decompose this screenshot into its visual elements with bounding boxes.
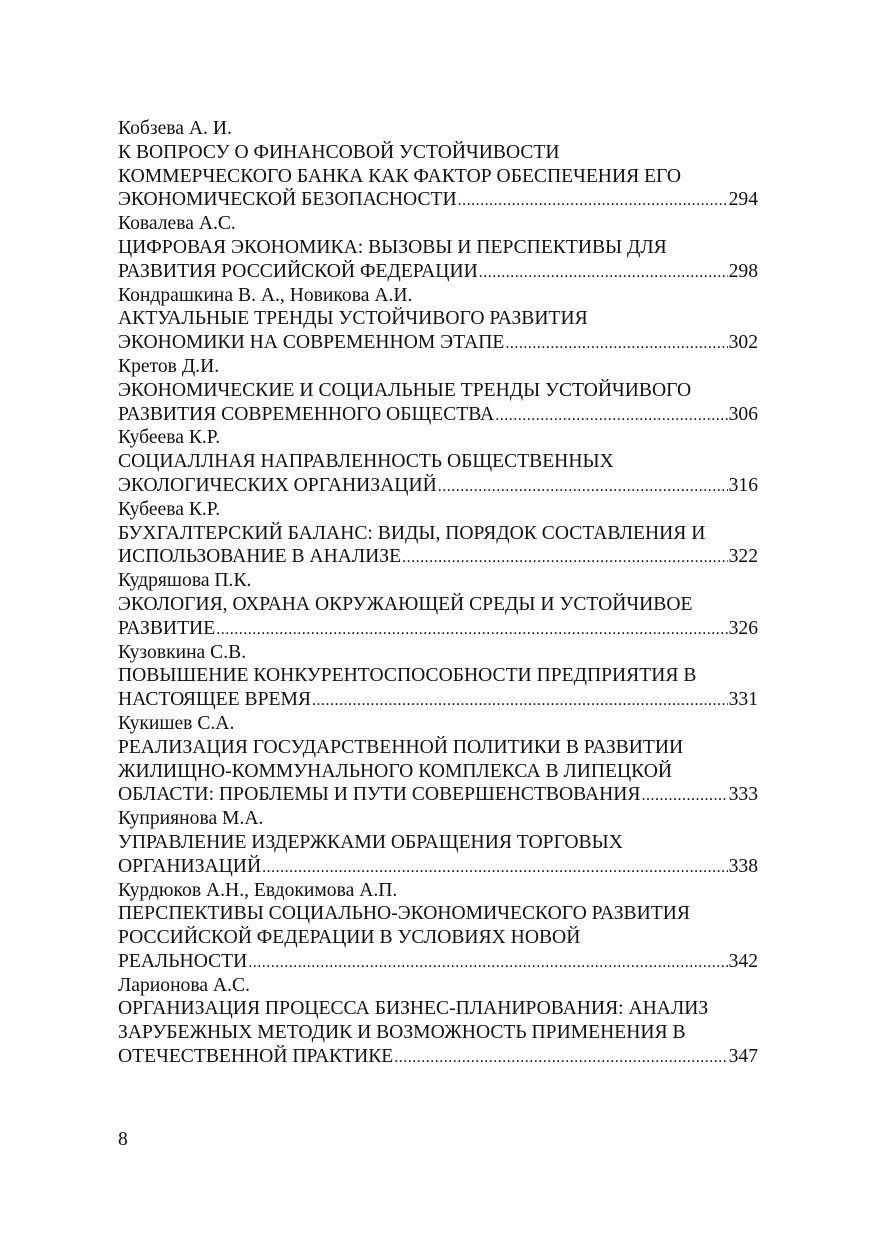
toc-entry-title-line: ЭКОЛОГИЯ, ОХРАНА ОКРУЖАЮЩЕЙ СРЕДЫ И УСТОЙЧИВОЕ <box>118 593 693 615</box>
toc-entry-authors: Кубеева К.Р. <box>118 498 221 520</box>
toc-entry-page: 333 <box>728 784 758 806</box>
toc-entry-title-line: ОРГАНИЗАЦИЙ <box>118 855 262 877</box>
toc-entry-title-line: ПЕРСПЕКТИВЫ СОЦИАЛЬНО-ЭКОНОМИЧЕСКОГО РАЗВИТИЯ <box>118 903 690 925</box>
toc-entry-leader-line <box>118 617 758 641</box>
table-of-contents <box>118 117 758 1069</box>
toc-entry-authors: Кудряшова П.К. <box>118 570 252 592</box>
toc-entry-page: 322 <box>728 546 758 568</box>
toc-entry-authors: Кобзева А. И. <box>118 118 232 139</box>
toc-entry-leader-line <box>118 545 758 569</box>
page-number: 8 <box>118 1129 128 1150</box>
toc-entry-leader-line <box>118 474 758 498</box>
toc-entry-authors: Ларионова А.С. <box>118 974 250 996</box>
toc-entry-authors: Кубеева К.Р. <box>118 427 221 449</box>
toc-entry-page: 338 <box>728 855 758 877</box>
dot-leader <box>248 951 727 975</box>
toc-entry-title-line: ЭКОЛОГИЧЕСКИХ ОРГАНИЗАЦИЙ <box>118 474 437 496</box>
toc-entry-authors: Кондрашкина В. А., Новикова А.И. <box>118 284 413 306</box>
toc-entry <box>118 807 758 878</box>
dot-leader <box>216 618 727 642</box>
toc-entry-title-line: ЗАРУБЕЖНЫХ МЕТОДИК И ВОЗМОЖНОСТЬ ПРИМЕНЕНИЯ В <box>118 1022 686 1044</box>
toc-entry-authors: Куприянова М.А. <box>118 808 264 830</box>
toc-entry <box>118 212 758 283</box>
toc-entry-title-line: РАЗВИТИЕ <box>118 617 216 639</box>
toc-entry <box>118 498 758 569</box>
toc-entry-leader-line <box>118 260 758 284</box>
toc-entry <box>118 879 758 974</box>
toc-entry-title-line: К ВОПРОСУ О ФИНАНСОВОЙ УСТОЙЧИВОСТИ <box>118 141 560 163</box>
toc-entry-title-line: ОТЕЧЕСТВЕННОЙ ПРАКТИКЕ <box>118 1046 394 1068</box>
toc-entry-title-line: КОММЕРЧЕСКОГО БАНКА КАК ФАКТОР ОБЕСПЕЧЕНИЯ ЕГО <box>118 165 682 187</box>
toc-entry-title-line: ИСПОЛЬЗОВАНИЕ В АНАЛИЗЕ <box>118 546 402 568</box>
dot-leader <box>394 1046 727 1070</box>
toc-entry-leader-line <box>118 950 758 974</box>
dot-leader <box>312 689 728 713</box>
dot-leader <box>495 404 727 428</box>
toc-entry-title-line: РОССИЙСКОЙ ФЕДЕРАЦИИ В УСЛОВИЯХ НОВОЙ <box>118 927 581 949</box>
toc-entry <box>118 426 758 497</box>
dot-leader <box>505 332 727 356</box>
toc-entry-page: 294 <box>728 189 758 211</box>
toc-entry <box>118 712 758 807</box>
dot-leader <box>642 784 728 808</box>
toc-entry-title-line: НАСТОЯЩЕЕ ВРЕМЯ <box>118 689 311 711</box>
toc-entry-title-line: БУХГАЛТЕРСКИЙ БАЛАНС: ВИДЫ, ПОРЯДОК СОСТАВЛЕНИЯ И <box>118 522 706 544</box>
toc-entry-page: 331 <box>728 689 758 711</box>
toc-entry-authors: Кузовкина С.В. <box>118 641 247 663</box>
toc-entry-authors: Курдюков А.Н., Евдокимова А.П. <box>118 879 398 901</box>
toc-entry-leader-line <box>118 855 758 879</box>
toc-entry-authors: Кукишев С.А. <box>118 712 235 734</box>
toc-entry-title-line: ЖИЛИЩНО-КОММУНАЛЬНОГО КОМПЛЕКСА В ЛИПЕЦКОЙ <box>118 760 673 782</box>
toc-entry-title-line: РАЗВИТИЯ РОССИЙСКОЙ ФЕДЕРАЦИИ <box>118 260 478 282</box>
toc-entry-page: 342 <box>728 950 758 972</box>
toc-entry-leader-line <box>118 403 758 427</box>
toc-entry <box>118 974 758 1069</box>
toc-entry-title-line: ОБЛАСТИ: ПРОБЛЕМЫ И ПУТИ СОВЕРШЕНСТВОВАНИЯ <box>118 784 641 806</box>
toc-entry-page: 347 <box>728 1046 758 1068</box>
toc-entry-title-line: РЕАЛЬНОСТИ <box>118 950 248 972</box>
toc-entry-leader-line <box>118 783 758 807</box>
toc-entry-page: 326 <box>728 617 758 639</box>
toc-entry-title-line: АКТУАЛЬНЫЕ ТРЕНДЫ УСТОЙЧИВОГО РАЗВИТИЯ <box>118 308 588 330</box>
toc-entry <box>118 569 758 640</box>
dot-leader <box>438 475 728 499</box>
toc-entry-title-line: УПРАВЛЕНИЕ ИЗДЕРЖКАМИ ОБРАЩЕНИЯ ТОРГОВЫХ <box>118 831 623 853</box>
toc-entry-page: 316 <box>728 474 758 496</box>
toc-entry-page: 298 <box>728 260 758 282</box>
toc-entry-title-line: ЭКОНОМИЧЕСКИЕ И СОЦИАЛЬНЫЕ ТРЕНДЫ УСТОЙЧИВОГО <box>118 379 692 401</box>
toc-entry-title-line: ЭКОНОМИКИ НА СОВРЕМЕННОМ ЭТАПЕ <box>118 332 505 354</box>
toc-entry-title-line: ПОВЫШЕНИЕ КОНКУРЕНТОСПОСОБНОСТИ ПРЕДПРИЯТИЯ В <box>118 665 697 687</box>
toc-entry-authors: Ковалева А.С. <box>118 213 236 235</box>
toc-entry-title-line: СОЦИАЛЛНАЯ НАПРАВЛЕННОСТЬ ОБЩЕСТВЕННЫХ <box>118 451 614 473</box>
toc-entry-title-line: ОРГАНИЗАЦИЯ ПРОЦЕССА БИЗНЕС-ПЛАНИРОВАНИЯ: АНАЛИЗ <box>118 998 709 1020</box>
toc-entry-page: 306 <box>728 403 758 425</box>
toc-entry-title-line: ЭКОНОМИЧЕСКОЙ БЕЗОПАСНОСТИ <box>118 189 457 211</box>
dot-leader <box>402 546 728 570</box>
toc-entry-title-line: РАЗВИТИЯ СОВРЕМЕННОГО ОБЩЕСТВА <box>118 403 495 425</box>
toc-entry <box>118 117 758 212</box>
dot-leader <box>458 189 728 213</box>
toc-entry-leader-line <box>118 331 758 355</box>
dot-leader <box>262 856 728 880</box>
toc-entry <box>118 284 758 355</box>
toc-entry-page: 302 <box>728 332 758 354</box>
toc-entry <box>118 355 758 426</box>
toc-entry-leader-line <box>118 1045 758 1069</box>
toc-entry-title-line: РЕАЛИЗАЦИЯ ГОСУДАРСТВЕННОЙ ПОЛИТИКИ В РАЗВИТИИ <box>118 736 684 758</box>
toc-entry-authors: Кретов Д.И. <box>118 355 220 377</box>
toc-entry <box>118 641 758 712</box>
toc-entry-leader-line <box>118 688 758 712</box>
dot-leader <box>479 261 728 285</box>
toc-entry-title-line: ЦИФРОВАЯ ЭКОНОМИКА: ВЫЗОВЫ И ПЕРСПЕКТИВЫ ДЛЯ <box>118 236 667 258</box>
toc-entry-leader-line <box>118 188 758 212</box>
